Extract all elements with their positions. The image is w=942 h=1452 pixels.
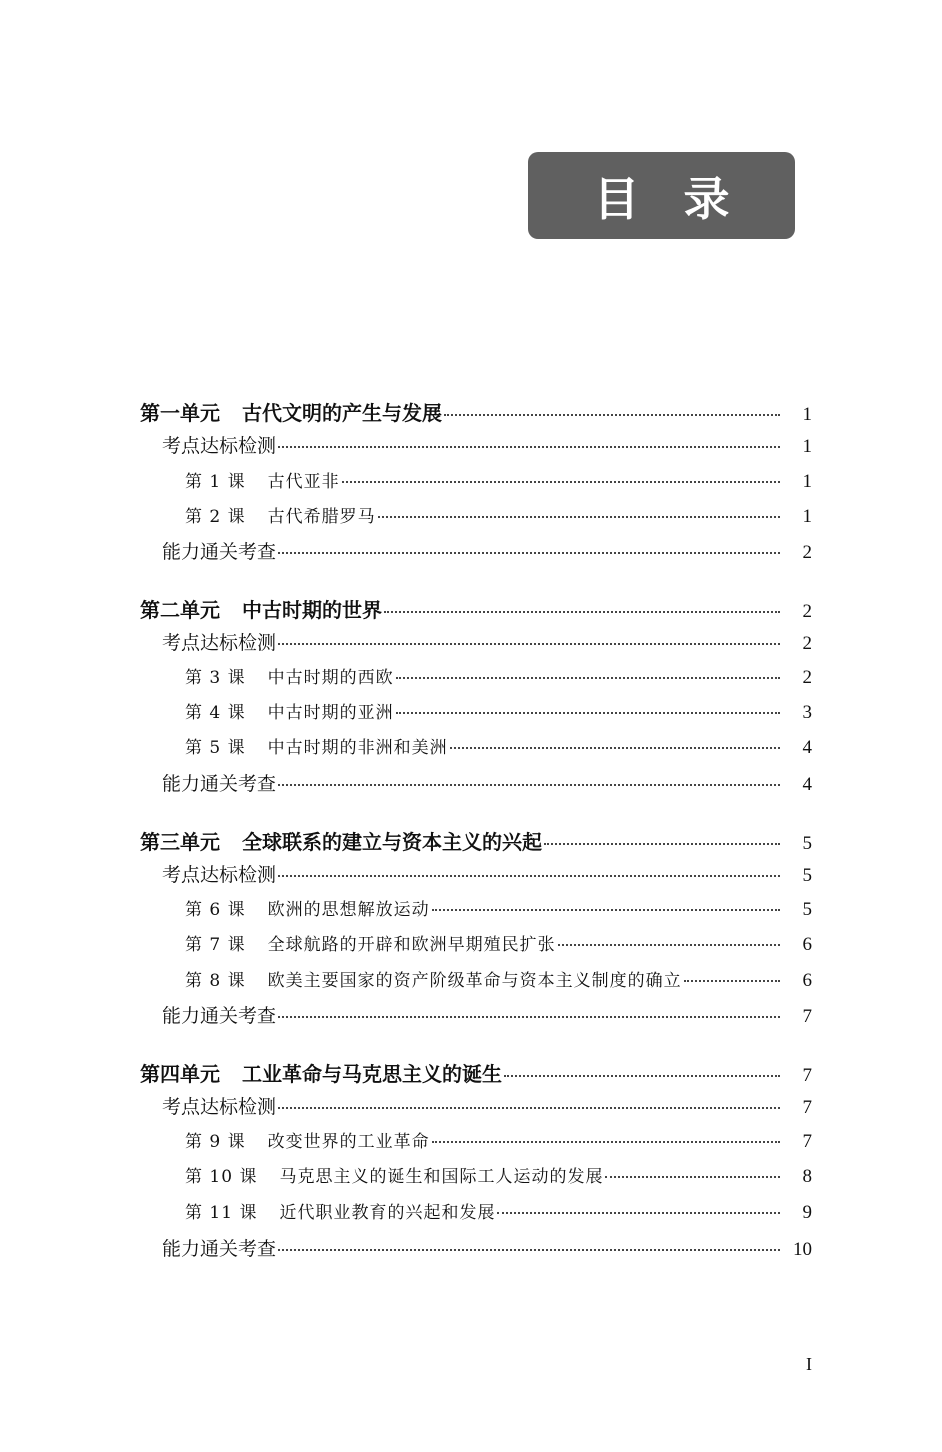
dot-leader xyxy=(450,746,780,749)
toc-entry-page: 6 xyxy=(802,970,812,991)
toc-entry-number: 第 4 课 xyxy=(185,703,246,723)
toc-entry-text: 工业革命与马克思主义的诞生 xyxy=(242,1062,502,1086)
toc-entry-label xyxy=(185,1201,495,1225)
dot-leader xyxy=(396,676,780,679)
toc-entry-text: 马克思主义的诞生和国际工人运动的发展 xyxy=(279,1167,604,1187)
dot-leader xyxy=(384,610,780,613)
page-folio: I xyxy=(806,1354,812,1374)
toc-entry-number: 第 3 课 xyxy=(185,668,246,688)
toc-title: 目录 xyxy=(593,171,774,226)
toc-entry-page: 3 xyxy=(802,702,812,723)
toc-entry-sub[interactable] xyxy=(0,1004,942,1029)
toc-entry-page: 2 xyxy=(802,601,812,622)
toc-entry-lesson[interactable] xyxy=(0,701,942,725)
dot-leader xyxy=(278,1106,780,1109)
toc-entry-page: 1 xyxy=(802,436,812,457)
dot-leader xyxy=(558,943,780,946)
toc-entry-sub[interactable] xyxy=(0,540,942,565)
toc-entry-sub[interactable] xyxy=(0,772,942,797)
toc-entry-label xyxy=(185,736,448,760)
toc-entry-lesson[interactable] xyxy=(0,898,942,922)
toc-entry-page: 1 xyxy=(802,471,812,492)
toc-entry-number: 第二单元 xyxy=(140,598,220,622)
dot-leader xyxy=(278,642,780,645)
toc-entry-page: 6 xyxy=(802,934,812,955)
toc-entry-text: 古代文明的产生与发展 xyxy=(242,401,442,425)
toc-entry-number: 第 5 课 xyxy=(185,738,246,758)
toc-entry-label xyxy=(140,598,382,622)
toc-entry-label xyxy=(162,1004,276,1028)
toc-entry-label xyxy=(140,401,442,425)
toc-entry-label xyxy=(162,434,276,458)
toc-entry-lesson[interactable] xyxy=(0,933,942,957)
toc-entry-sub[interactable] xyxy=(0,1095,942,1120)
dot-leader xyxy=(342,480,780,483)
toc-entry-lesson[interactable] xyxy=(0,1201,942,1225)
toc-entry-text: 全球航路的开辟和欧洲早期殖民扩张 xyxy=(267,935,556,955)
toc-entry-page: 2 xyxy=(802,542,812,563)
toc-entry-page: 5 xyxy=(802,833,812,854)
dot-leader xyxy=(504,1074,780,1077)
toc-entry-text: 考点达标检测 xyxy=(162,632,277,654)
toc-entry-page: 1 xyxy=(802,404,812,425)
toc-entry-number: 第 11 课 xyxy=(185,1203,258,1223)
toc-entry-label xyxy=(162,1095,276,1119)
toc-entry-lesson[interactable] xyxy=(0,505,942,529)
dot-leader xyxy=(605,1175,780,1178)
toc-entry-label xyxy=(185,666,394,690)
toc-entry-lesson[interactable] xyxy=(0,736,942,760)
toc-entry-label xyxy=(162,631,276,655)
toc-entry-label xyxy=(185,898,430,922)
toc-entry-sub[interactable] xyxy=(0,863,942,888)
toc-entry-number: 第四单元 xyxy=(140,1062,220,1086)
toc-entry-label xyxy=(185,470,340,494)
toc-entry-page: 1 xyxy=(802,506,812,527)
toc-entry-label xyxy=(162,540,276,564)
toc-entry-text: 考点达标检测 xyxy=(162,435,277,457)
toc-entry-page: 8 xyxy=(802,1166,812,1187)
dot-leader xyxy=(278,551,780,554)
toc-entry-lesson[interactable] xyxy=(0,666,942,690)
toc-entry-sub[interactable] xyxy=(0,631,942,656)
toc-entry-text: 中古时期的西欧 xyxy=(267,668,394,688)
toc-entry-sub[interactable] xyxy=(0,1237,942,1262)
toc-entry-label xyxy=(140,1062,502,1086)
toc-entry-label xyxy=(162,863,276,887)
toc-entry-label xyxy=(185,1165,603,1189)
toc-entry-label xyxy=(162,1237,276,1261)
toc-entry-text: 能力通关考查 xyxy=(162,541,277,563)
toc-entry-text: 能力通关考查 xyxy=(162,1238,277,1260)
toc-entry-unit[interactable] xyxy=(0,1062,942,1088)
toc-entry-text: 中古时期的世界 xyxy=(242,598,382,622)
toc-entry-label xyxy=(185,701,394,725)
toc-entry-text: 近代职业教育的兴起和发展 xyxy=(279,1203,496,1223)
toc-entry-number: 第 2 课 xyxy=(185,507,246,527)
toc-entry-lesson[interactable] xyxy=(0,1165,942,1189)
toc-entry-page: 5 xyxy=(802,865,812,886)
toc-entry-label xyxy=(140,830,542,854)
toc-entry-text: 古代亚非 xyxy=(267,472,340,492)
toc-entry-page: 5 xyxy=(802,899,812,920)
dot-leader xyxy=(278,445,780,448)
toc-entry-page: 10 xyxy=(793,1239,812,1260)
toc-entry-text: 考点达标检测 xyxy=(162,1096,277,1118)
toc-entry-text: 欧美主要国家的资产阶级革命与资本主义制度的确立 xyxy=(267,971,682,991)
dot-leader xyxy=(497,1211,780,1214)
toc-entry-number: 第 8 课 xyxy=(185,971,246,991)
toc-entry-text: 全球联系的建立与资本主义的兴起 xyxy=(242,830,542,854)
toc-entry-text: 古代希腊罗马 xyxy=(267,507,376,527)
toc-entry-number: 第一单元 xyxy=(140,401,220,425)
toc-entry-page: 4 xyxy=(802,774,812,795)
toc-entry-lesson[interactable] xyxy=(0,1130,942,1154)
toc-entry-unit[interactable] xyxy=(0,401,942,427)
dot-leader xyxy=(544,842,780,845)
dot-leader xyxy=(278,783,780,786)
toc-entry-lesson[interactable] xyxy=(0,470,942,494)
toc-entry-text: 欧洲的思想解放运动 xyxy=(267,900,430,920)
dot-leader xyxy=(396,711,780,714)
toc-entry-text: 能力通关考查 xyxy=(162,1005,277,1027)
toc-entry-page: 2 xyxy=(802,667,812,688)
toc-entry-page: 9 xyxy=(802,1202,812,1223)
toc-entry-number: 第 10 课 xyxy=(185,1167,258,1187)
toc-entry-text: 考点达标检测 xyxy=(162,864,277,886)
toc-entry-page: 2 xyxy=(802,633,812,654)
toc-entry-page: 7 xyxy=(802,1131,812,1152)
toc-entry-unit[interactable] xyxy=(0,598,942,624)
toc-entry-number: 第三单元 xyxy=(140,830,220,854)
toc-entry-label xyxy=(185,933,556,957)
toc-entry-sub[interactable] xyxy=(0,434,942,459)
toc-entry-lesson[interactable] xyxy=(0,969,942,993)
toc-entry-page: 7 xyxy=(802,1097,812,1118)
toc-entry-number: 第 7 课 xyxy=(185,935,246,955)
dot-leader xyxy=(684,979,780,982)
toc-entry-unit[interactable] xyxy=(0,830,942,856)
toc-entry-label xyxy=(185,969,682,993)
toc-entry-text: 能力通关考查 xyxy=(162,773,277,795)
dot-leader xyxy=(432,1140,780,1143)
toc-entry-label xyxy=(162,772,276,796)
dot-leader xyxy=(278,1248,780,1251)
dot-leader xyxy=(378,515,780,518)
toc-entry-number: 第 1 课 xyxy=(185,472,246,492)
toc-entry-page: 7 xyxy=(802,1006,812,1027)
dot-leader xyxy=(432,908,780,911)
toc-entry-text: 中古时期的非洲和美洲 xyxy=(267,738,448,758)
toc-entry-page: 7 xyxy=(802,1065,812,1086)
toc-entry-text: 改变世界的工业革命 xyxy=(267,1132,430,1152)
dot-leader xyxy=(278,1015,780,1018)
toc-entry-number: 第 6 课 xyxy=(185,900,246,920)
dot-leader xyxy=(278,874,780,877)
toc-entry-text: 中古时期的亚洲 xyxy=(267,703,394,723)
toc-entry-label xyxy=(185,505,376,529)
toc-entry-number: 第 9 课 xyxy=(185,1132,246,1152)
toc-entry-label xyxy=(185,1130,430,1154)
toc-entry-page: 4 xyxy=(802,737,812,758)
dot-leader xyxy=(444,413,780,416)
